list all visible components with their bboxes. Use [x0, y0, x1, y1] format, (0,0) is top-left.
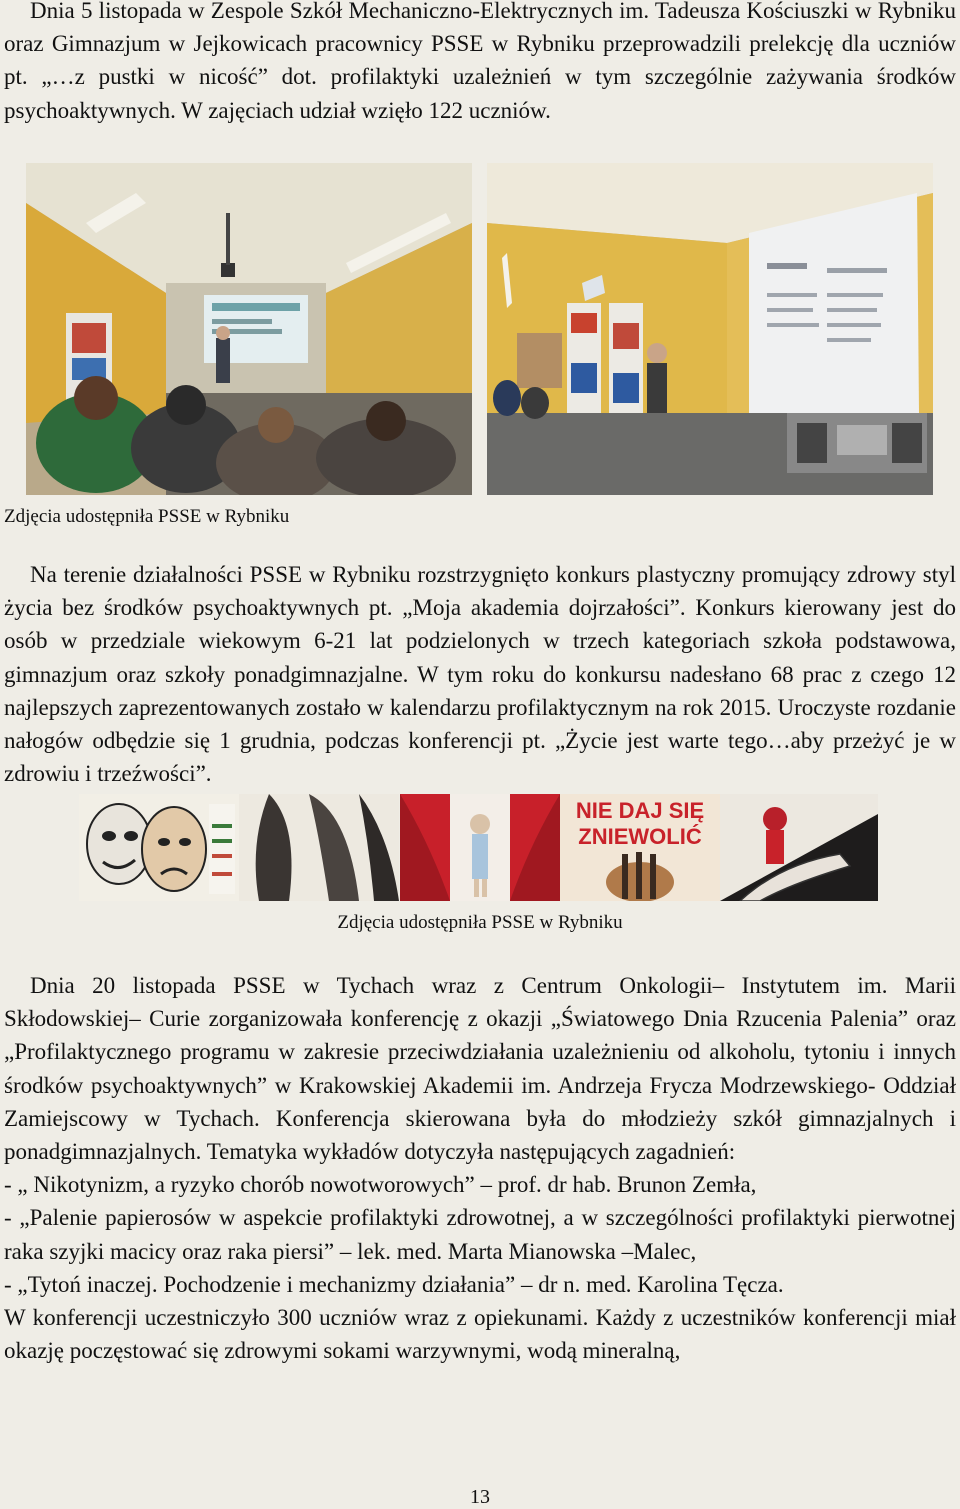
poster-text-line2: ZNIEWOLIĆ: [578, 824, 702, 849]
lecture-list-item: - „ Nikotynizm, a ryzyko chorób nowotworowych” – prof. dr hab. Brunon Zemła,: [4, 1172, 757, 1198]
photo-caption-1: Zdjęcia udostępniła PSSE w Rybniku: [4, 506, 290, 527]
page-number: 13: [470, 1486, 490, 1508]
artwork-poster: [560, 794, 720, 901]
lecture-photo-left: [26, 163, 472, 495]
artwork-dark-figures: [239, 794, 399, 901]
photo-caption-2: Zdjęcia udostępniła PSSE w Rybniku: [337, 912, 623, 933]
poster-text-line1: NIE DAJ SIĘ: [575, 798, 705, 823]
lecture-list-item: - „Palenie papierosów w aspekcie profilaktyki zdrowotnej, a w szczególności profilaktyki pierwotnej raka szyjki macicy oraz raka piersi” – lek. med. Marta Mianowska –Malec,: [4, 1205, 956, 1264]
paragraph-participants: W konferencji uczestniczyło 300 uczniów wraz z opiekunami. Każdy z uczestników konferencji miał okazję poczęstować się zdrowymi sokami warzywnymi, wodą mineralną,: [4, 1305, 956, 1364]
artwork-masks: [79, 794, 239, 901]
lecture-photo-right: [487, 163, 933, 495]
lecture-list-item: - „Tytoń inaczej. Pochodzenie i mechanizmy działania” – dr n. med. Karolina Tęcza.: [4, 1271, 784, 1297]
artwork-red-curtain: [400, 794, 560, 901]
artwork-hand-figure: [720, 794, 878, 901]
paragraph-art-contest: Na terenie działalności PSSE w Rybniku rozstrzygnięto konkurs plastyczny promujący zdrowy styl życia bez środków psychoaktywnych pt. „Moja akademia dojrzałości”. Konkurs kierowany jest do osób w przedziale wiekowym 6-21 lat podzielonych w trzech kategoriach szkoła podstawowa, gimnazjum oraz szkoły ponadgimnazjalne. W tym roku do konkursu nadesłano 68 prac z czego 12 najlepszych zaprezentowanych zostało w kalendarzu profilaktycznym na rok 2015. Uroczyste rozdanie nałogów odbędzie się 1 grudnia, podczas konferencji pt. „Życie jest warte tego…aby przeżyć je w zdrowiu i trzeźwości”.: [4, 562, 956, 787]
paragraph-conference: Dnia 20 listopada PSSE w Tychach wraz z Centrum Onkologii– Instytutem im. Marii Skłodowskiej– Curie zorganizowała konferencję z okazji „Światowego Dnia Rzucenia Palenia” oraz „Profilaktycznego programu w zakresie przeciwdziałania uzależnieniu od alkoholu, tytoniu i innych środków psychoaktywnych” w Krakowskiej Akademii im. Andrzeja Frycza Modrzewskiego- Oddział Zamiejscowy w Tychach. Konferencja skierowana była do młodzieży szkół gimnazjalnych i ponadgimnazjalnych. Tematyka wykładów dotyczyła następujących zagadnień: - „ Nikotynizm, a ryzyko chorób nowotworowych” – prof. dr hab. Brunon Zemła, - „Palenie papierosów w aspekcie profilaktyki zdrowotnej, a w szczególności profilaktyki pierwotnej raka szyjki macicy oraz raka piersi” – lek. med. Marta Mianowska –Malec, - „Tytoń inaczej. Pochodzenie i mechanizmy działania” – dr n. med. Karolina Tęcza. W konferencji uczestniczyło 300 uczniów wraz z opiekunami. Każdy z uczestników konferencji miał okazję poczęstować się zdrowymi sokami warzywnymi, wodą mineralną,: [4, 969, 956, 1367]
paragraph-lecture: Dnia 5 listopada w Zespole Szkół Mechaniczno-Elektrycznych im. Tadeusza Kościuszki w Rybniku oraz Gimnazjum w Jejkowicach pracownicy PSSE w Rybniku przeprowadzili prelekcję dla uczniów pt. „…z pustki w nicość” dot. profilaktyki uzależnień w tym szczególnie zażywania środków psychoaktywnych. W zajęciach udział wzięło 122 uczniów.: [4, 0, 956, 123]
